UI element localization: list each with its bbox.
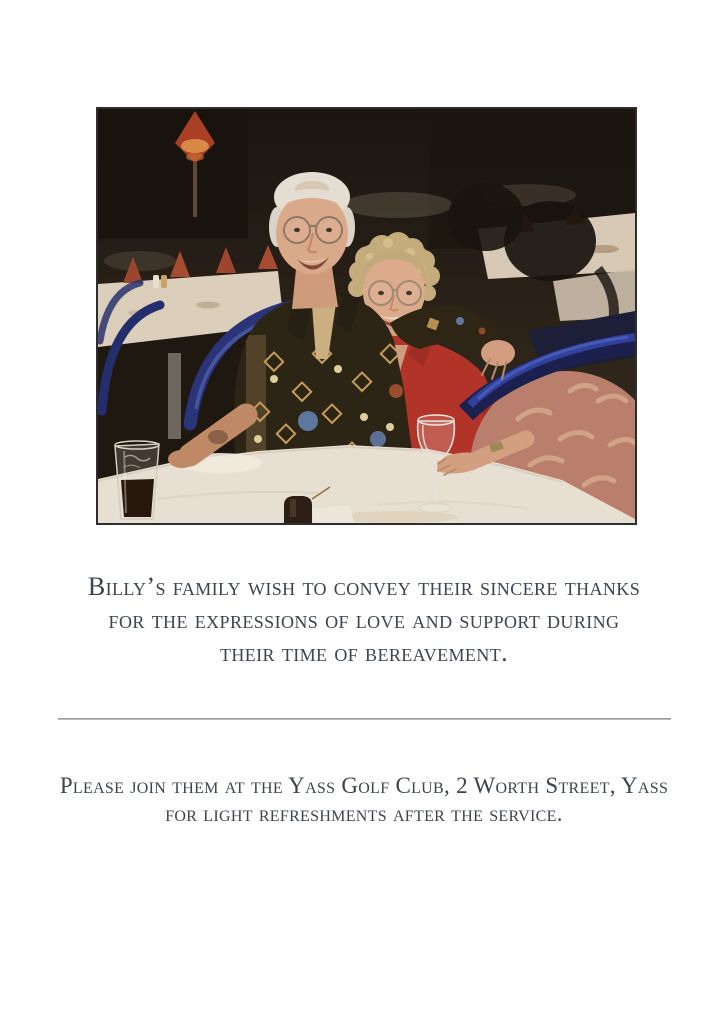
thanks-line: for the expressions of love and support during — [108, 605, 620, 634]
thanks-message — [0, 570, 728, 669]
invitation-line: Please join them at the Yass Golf Club, 2 Worth Street, Yass — [59, 773, 669, 798]
invitation-message — [0, 772, 728, 828]
memorial-photo — [96, 107, 637, 525]
thanks-line: their time of bereavement. — [219, 638, 509, 667]
couple-photo-illustration — [98, 109, 635, 523]
thanks-line: Billy’s family wish to convey their sincere thanks — [87, 572, 641, 601]
divider-rule — [58, 718, 671, 720]
invitation-line: for light refreshments after the service. — [165, 801, 563, 826]
